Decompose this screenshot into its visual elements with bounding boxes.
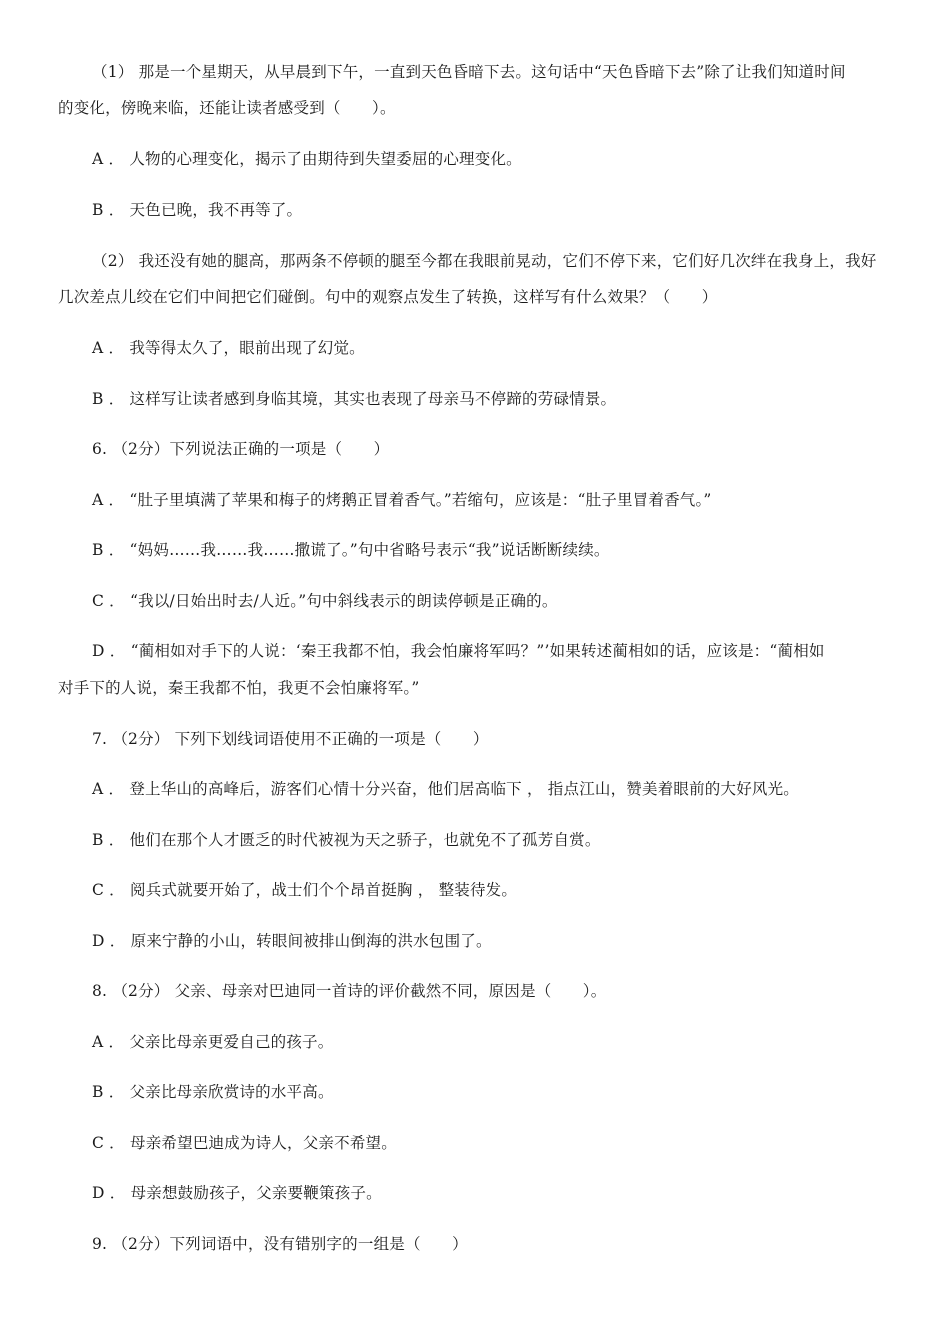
question-5-1-stem-line-1: （1） 那是一个星期天，从早晨到下午，一直到天色昏暗下去。这句话中“天色昏暗下去”除了让我们知道时间: [92, 63, 846, 81]
question-5-2-stem-line-1: （2） 我还没有她的腿高，那两条不停顿的腿至今都在我眼前晃动，它们不停下来，它们好几次绊在我身上，我好: [92, 252, 877, 270]
question-7-option-a: A ． 登上华山的高峰后，游客们心情十分兴奋，他们居高临下 ， 指点江山，赞美着眼前的大好风光。: [92, 780, 800, 798]
question-5-1-option-a: A ． 人物的心理变化，揭示了由期待到失望委屈的心理变化。: [92, 150, 522, 168]
question-5-2-option-b: B ． 这样写让读者感到身临其境，其实也表现了母亲马不停蹄的劳碌情景。: [92, 390, 617, 408]
question-8-option-c: C ． 母亲希望巴迪成为诗人，父亲不希望。: [92, 1134, 397, 1152]
question-6-stem: 6. （2分）下列说法正确的一项是（ ）: [92, 440, 390, 458]
question-8-stem: 8. （2分） 父亲、母亲对巴迪同一首诗的评价截然不同，原因是（ ）。: [92, 982, 607, 1000]
question-5-2-option-a: A ． 我等得太久了，眼前出现了幻觉。: [92, 339, 365, 357]
question-9-stem: 9. （2分）下列词语中，没有错别字的一组是（ ）: [92, 1235, 468, 1253]
question-6-option-d-line-2: 对手下的人说，秦王我都不怕，我更不会怕廉将军。”: [58, 679, 420, 697]
question-5-2-stem-line-2: 几次差点儿绞在它们中间把它们碰倒。句中的观察点发生了转换，这样写有什么效果？（ ）: [58, 288, 718, 306]
question-6-option-c: C ． “我以/日始出时去/人近。”句中斜线表示的朗读停顿是正确的。: [92, 592, 558, 610]
question-6-option-d-line-1: D ． “蔺相如对手下的人说：‘秦王我都不怕，我会怕廉将军吗？”’如果转述蔺相如的话，应该是：“蔺相如: [92, 642, 825, 660]
question-7-option-b: B ． 他们在那个人才匮乏的时代被视为天之骄子，也就免不了孤芳自赏。: [92, 831, 601, 849]
question-8-option-a: A ． 父亲比母亲更爱自己的孩子。: [92, 1033, 334, 1051]
question-7-stem: 7. （2分） 下列下划线词语使用不正确的一项是（ ）: [92, 730, 489, 748]
question-7-option-c: C ． 阅兵式就要开始了，战士们个个昂首挺胸 ， 整装待发。: [92, 881, 518, 899]
question-5-1-stem-line-2: 的变化，傍晚来临，还能让读者感受到（ ）。: [58, 99, 396, 117]
question-6-option-a: A ． “肚子里填满了苹果和梅子的烤鹅正冒着香气。”若缩句，应该是：“肚子里冒着香气。”: [92, 491, 712, 509]
question-8-option-d: D ． 母亲想鼓励孩子，父亲要鞭策孩子。: [92, 1184, 382, 1202]
question-5-1-option-b: B ． 天色已晚，我不再等了。: [92, 201, 303, 219]
question-8-option-b: B ． 父亲比母亲欣赏诗的水平高。: [92, 1083, 334, 1101]
question-7-option-d: D ． 原来宁静的小山，转眼间被排山倒海的洪水包围了。: [92, 932, 492, 950]
question-6-option-b: B ． “妈妈……我……我……撒谎了。”句中省略号表示“我”说话断断续续。: [92, 541, 610, 559]
